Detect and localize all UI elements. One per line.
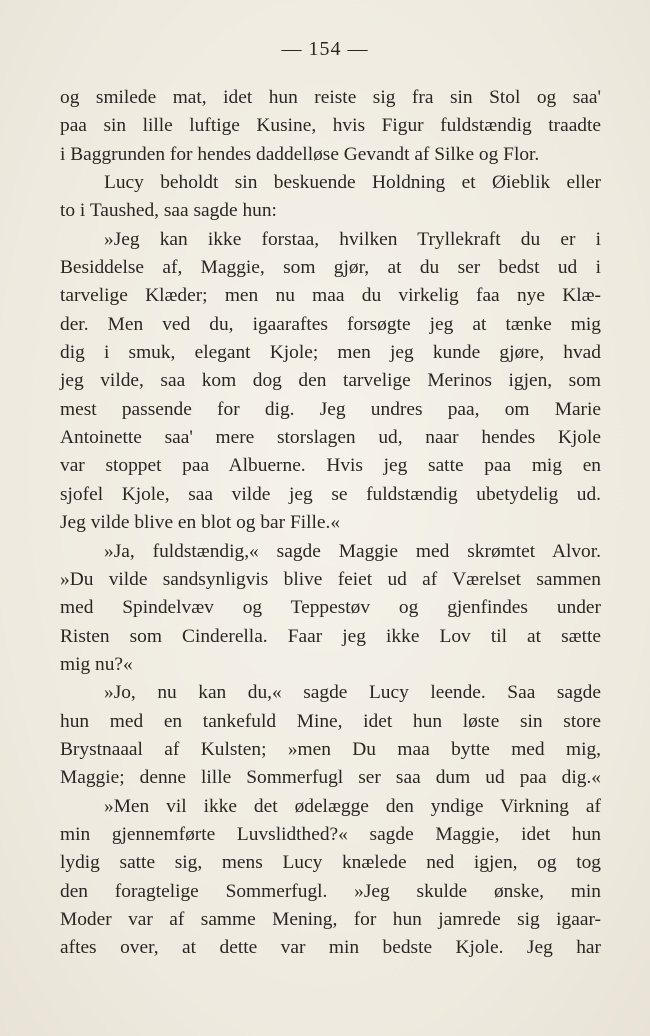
body-text: [60, 84, 601, 963]
text-line: tarvelige Klæder; men nu maa du virkelig faa nye Klæ-: [60, 285, 601, 307]
text-line: var stoppet paa Albuerne. Hvis jeg satte paa mig en: [60, 455, 601, 477]
text-line: den foragtelige Sommerfugl. »Jeg skulde ønske, min: [60, 880, 601, 902]
text-line: »Ja, fuldstændig,« sagde Maggie med skrømtet Alvor.: [104, 540, 601, 562]
text-line: Moder var af samme Mening, for hun jamrede sig igaar-: [60, 908, 601, 930]
page-number: — 154 —: [281, 38, 369, 60]
text-line: »Jeg kan ikke forstaa, hvilken Tryllekraft du er i: [104, 228, 601, 250]
text-line: med Spindelvæv og Teppestøv og gjenfindes under: [60, 597, 601, 619]
text-line: »Jo, nu kan du,« sagde Lucy leende. Saa sagde: [104, 682, 601, 704]
text-line: mig nu?«: [60, 653, 133, 675]
text-line: sjofel Kjole, saa vilde jeg se fuldstændig ubetydelig ud.: [60, 483, 601, 505]
text-line: og smilede mat, idet hun reiste sig fra sin Stol og saa': [60, 87, 601, 108]
text-line: Lucy beholdt sin beskuende Holdning et Øieblik eller: [104, 172, 601, 194]
text-line: »Du vilde sandsynligvis blive feiet ud af Værelset sammen: [60, 568, 601, 590]
text-line: mest passende for dig. Jeg undres paa, om Marie: [60, 398, 601, 420]
text-line: Besiddelse af, Maggie, som gjør, at du ser bedst ud i: [60, 257, 601, 279]
text-line: jeg vilde, saa kom dog den tarvelige Merinos igjen, som: [60, 370, 601, 392]
text-line: paa sin lille luftige Kusine, hvis Figur fuldstændig traadte: [60, 115, 601, 137]
text-line: i Baggrunden for hendes daddelløse Gevandt af Silke og Flor.: [60, 143, 540, 165]
text-line: Brystnaaal af Kulsten; »men Du maa bytte med mig,: [60, 738, 601, 760]
text-line: dig i smuk, elegant Kjole; men jeg kunde gjøre, hvad: [60, 342, 601, 364]
text-line: Jeg vilde blive en blot og bar Fille.«: [60, 512, 341, 534]
text-line: min gjennemførte Luvslidthed?« sagde Maggie, idet hun: [60, 823, 601, 845]
text-line: »Men vil ikke det ødelægge den yndige Virkning af: [104, 795, 601, 817]
text-line: lydig satte sig, mens Lucy knælede ned igjen, og tog: [60, 852, 601, 874]
text-line: Risten som Cinderella. Faar jeg ikke Lov til at sætte: [60, 625, 601, 647]
text-line: hun med en tankefuld Mine, idet hun løste sin store: [60, 710, 601, 732]
text-line: to i Taushed, saa sagde hun:: [60, 200, 277, 222]
text-line: Antoinette saa' mere storslagen ud, naar hendes Kjole: [60, 427, 601, 449]
text-line: Maggie; denne lille Sommerfugl ser saa dum ud paa dig.«: [60, 767, 601, 789]
text-line: der. Men ved du, igaaraftes forsøgte jeg at tænke mig: [60, 313, 601, 335]
text-line: aftes over, at dette var min bedste Kjole. Jeg har: [60, 937, 601, 959]
